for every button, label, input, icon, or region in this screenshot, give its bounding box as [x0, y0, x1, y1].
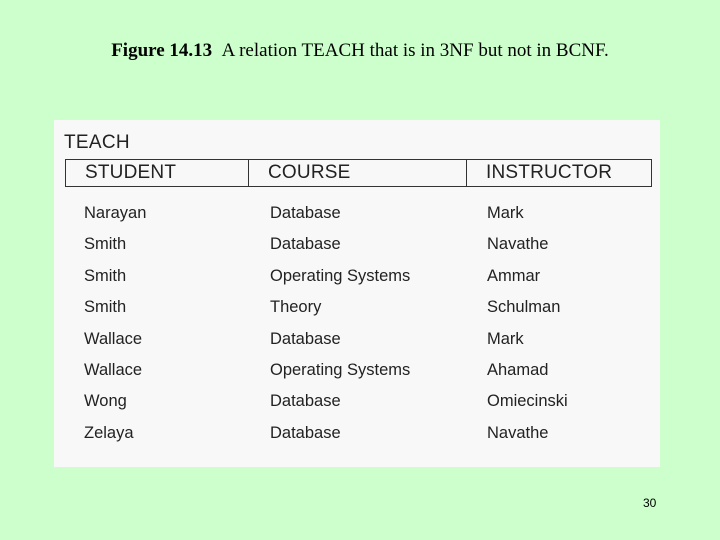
table-row — [54, 388, 660, 419]
table-row — [54, 231, 660, 262]
instructor-cell: Navathe — [487, 423, 549, 442]
course-cell: Database — [270, 392, 341, 411]
instructor-cell: Omiecinski — [487, 392, 568, 411]
instructor-cell: Ahamad — [487, 360, 549, 379]
table-row — [54, 200, 660, 231]
table-header — [65, 159, 652, 187]
instructor-cell: Navathe — [487, 235, 549, 254]
instructor-cell: Schulman — [487, 298, 561, 317]
student-cell: Smith — [84, 298, 127, 317]
course-cell: Database — [270, 235, 341, 254]
figure-caption-text: A relation TEACH that is in 3NF but not in BCNF. — [221, 40, 609, 61]
column-header-instructor: INSTRUCTOR — [486, 162, 613, 183]
student-cell: Wong — [84, 392, 127, 411]
table-row — [54, 420, 660, 451]
table-row — [54, 357, 660, 388]
student-cell: Wallace — [84, 329, 143, 348]
relation-name: TEACH — [64, 132, 130, 153]
student-cell: Wallace — [84, 360, 143, 379]
student-cell: Smith — [84, 266, 127, 285]
course-cell: Database — [270, 204, 341, 222]
table-row — [54, 326, 660, 357]
student-cell: Smith — [84, 235, 127, 254]
figure-label: Figure 14.13 — [111, 40, 213, 61]
course-cell: Database — [270, 329, 341, 348]
instructor-cell: Mark — [487, 204, 524, 222]
table-row — [54, 263, 660, 294]
table-body — [54, 200, 660, 451]
column-header-student: STUDENT — [66, 160, 249, 186]
course-cell: Database — [270, 423, 341, 442]
course-cell: Operating Systems — [270, 360, 411, 379]
instructor-cell: Mark — [487, 329, 524, 348]
course-cell: Theory — [270, 298, 322, 317]
column-header-course: COURSE — [249, 160, 467, 186]
student-cell: Zelaya — [84, 423, 134, 442]
student-cell: Narayan — [84, 204, 147, 222]
relation-figure — [54, 120, 660, 467]
page-number: 30 — [643, 496, 657, 510]
table-row — [54, 294, 660, 325]
figure-caption — [0, 40, 720, 62]
course-cell: Operating Systems — [270, 266, 411, 285]
instructor-cell: Ammar — [487, 266, 541, 285]
